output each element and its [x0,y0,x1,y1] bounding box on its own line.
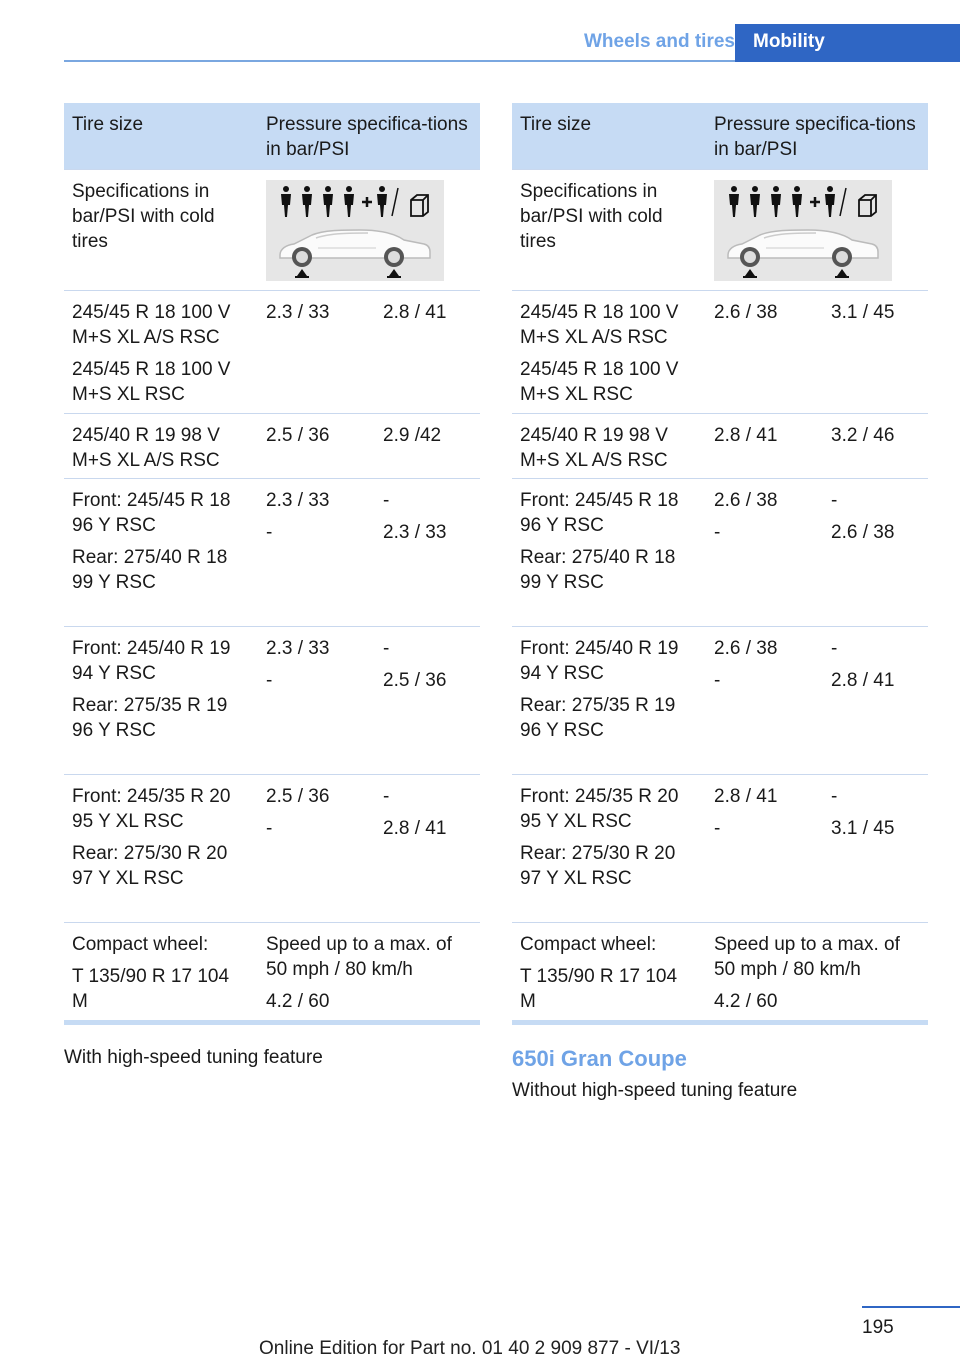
pressure-normal-cell [258,775,375,922]
table-row [64,774,480,922]
car-load-illustration [714,180,892,281]
compact-wheel-cell [512,923,706,1020]
pressure-normal-cell [706,627,823,774]
tire-size-cell-line: Rear: 275/40 R 18 99 Y RSC [520,547,676,593]
compact-wheel-cell-line: T 135/90 R 17 104 M [520,966,678,1012]
tire-size-cell [512,775,706,922]
page-number: 195 [862,1317,894,1338]
compact-wheel-cell-line: Compact wheel: [72,934,209,955]
column-header-tire-size: Tire size [72,114,144,135]
pressure-normal-cell-line: 2.3 / 33 [266,302,330,323]
pressure-normal-cell [258,479,375,626]
pressure-full-load-cell-line: - [383,786,390,807]
pressure-normal-cell-line: - [266,522,273,543]
plus-icon [810,197,820,207]
tire-location-icon [743,269,849,278]
tire-size-cell-line: Rear: 275/35 R 19 96 Y RSC [72,695,228,741]
pressure-full-load-cell [375,479,480,626]
tire-size-cell [64,775,258,922]
page-header [64,24,960,62]
pressure-full-load-cell-line: 2.9 /42 [383,425,442,446]
car-side-icon [280,230,430,267]
compact-wheel-cell-line: T 135/90 R 17 104 M [72,966,230,1012]
pressure-full-load-cell-line: 3.1 / 45 [831,302,895,323]
pressure-full-load-cell-line: 2.8 / 41 [831,670,895,691]
pressure-normal-cell-line: 2.6 / 38 [714,302,778,323]
load-diagram [258,170,480,290]
table-row [512,413,928,478]
pressure-full-load-cell [375,291,480,413]
table-row [64,478,480,626]
pressure-normal-cell [258,414,375,478]
footer-rule [862,1306,960,1308]
pressure-full-load-cell [823,479,928,626]
spec-row [512,169,928,290]
tire-size-cell [512,291,706,413]
table-body [64,290,480,1020]
pressure-normal-cell-line: - [714,522,721,543]
pressure-normal-cell-line: 2.8 / 41 [714,425,778,446]
tire-size-cell [64,479,258,626]
table-row [64,413,480,478]
edition-note: Online Edition for Part no. 01 40 2 909 877 - VI/13 [259,1338,681,1359]
pressure-normal-cell-line: - [266,818,273,839]
compact-wheel-pressure-cell-line: 4.2 / 60 [714,991,778,1012]
pressure-full-load-cell-line: 2.8 / 41 [383,818,447,839]
pressure-full-load-cell [375,414,480,478]
table-row [512,478,928,626]
column-header-pressure: Pressure specifica-tions in bar/PSI [266,114,468,160]
column-header-tire-size: Tire size [520,114,592,135]
pressure-normal-cell [258,291,375,413]
tire-size-cell-line: 245/40 R 19 98 V M+S XL A/S RSC [72,425,220,471]
compact-wheel-pressure-cell [706,923,928,1020]
tire-size-cell-line: 245/45 R 18 100 V M+S XL A/S RSC [520,302,679,348]
compact-wheel-pressure-cell-line: Speed up to a max. of 50 mph / 80 km/h [266,934,452,980]
tire-size-cell [512,479,706,626]
pressure-normal-cell [706,414,823,478]
pressure-normal-cell-line: - [714,670,721,691]
table-body [512,290,928,1020]
pressure-normal-cell-line: 2.6 / 38 [714,490,778,511]
tire-size-cell [512,627,706,774]
pressure-full-load-cell [823,627,928,774]
compact-wheel-pressure-cell-line: Speed up to a max. of 50 mph / 80 km/h [714,934,900,980]
pressure-normal-cell-line: 2.5 / 36 [266,425,330,446]
pressure-full-load-cell [375,627,480,774]
pressure-normal-cell-line: 2.5 / 36 [266,786,330,807]
tire-size-cell-line: Front: 245/35 R 20 95 Y XL RSC [520,786,679,832]
table-row [64,290,480,413]
pressure-full-load-cell-line: - [831,490,838,511]
pressure-full-load-cell-line: - [383,490,390,511]
tire-size-cell-line: Rear: 275/30 R 20 97 Y XL RSC [72,843,228,889]
tire-size-cell-line: 245/45 R 18 100 V M+S XL A/S RSC [72,302,231,348]
tire-size-cell-line: Front: 245/35 R 20 95 Y XL RSC [72,786,231,832]
tire-pressure-table-left [64,103,480,1025]
tire-size-cell [64,627,258,774]
tire-size-cell-line: Front: 245/45 R 18 96 Y RSC [72,490,231,536]
tire-size-cell-line: Rear: 275/35 R 19 96 Y RSC [520,695,676,741]
pressure-full-load-cell [823,414,928,478]
pressure-full-load-cell-line: - [383,638,390,659]
pressure-normal-cell [706,479,823,626]
tire-location-icon [295,269,401,278]
section-title: Wheels and tires [584,31,735,52]
pressure-normal-cell-line: 2.6 / 38 [714,638,778,659]
pressure-full-load-cell-line: 3.2 / 46 [831,425,895,446]
compact-wheel-pressure-cell-line: 4.2 / 60 [266,991,330,1012]
chapter-tab: Mobility [735,24,960,62]
pressure-normal-cell-line: 2.8 / 41 [714,786,778,807]
tire-size-cell-line: Front: 245/40 R 19 94 Y RSC [72,638,231,684]
table-row [64,626,480,774]
car-load-illustration [266,180,444,281]
tire-size-cell-line: Rear: 275/30 R 20 97 Y XL RSC [520,843,676,889]
pressure-normal-cell [706,291,823,413]
model-heading: 650i Gran Coupe [512,1046,687,1071]
pressure-normal-cell [706,775,823,922]
compact-wheel-pressure-cell [258,923,480,1020]
luggage-icon [859,195,876,216]
tire-pressure-table-right [512,103,928,1025]
table-row [512,290,928,413]
spec-note: Specifications in bar/PSI with cold tires [520,181,663,252]
pressure-full-load-cell-line: 2.6 / 38 [831,522,895,543]
pressure-full-load-cell-line: 2.3 / 33 [383,522,447,543]
column-header-pressure: Pressure specifica-tions in bar/PSI [714,114,916,160]
pressure-full-load-cell-line: 2.8 / 41 [383,302,447,323]
pressure-full-load-cell-line: 2.5 / 36 [383,670,447,691]
left-note: With high-speed tuning feature [64,1047,323,1068]
luggage-icon [411,195,428,216]
plus-icon [362,197,372,207]
table-header-row [64,103,480,169]
pressure-full-load-cell-line: - [831,638,838,659]
tire-size-cell-line: Front: 245/45 R 18 96 Y RSC [520,490,679,536]
tire-size-cell-line: 245/45 R 18 100 V M+S XL RSC [520,359,679,405]
pressure-full-load-cell [823,291,928,413]
table-row [512,774,928,922]
spec-row [64,169,480,290]
compact-wheel-cell-line: Compact wheel: [520,934,657,955]
spec-note: Specifications in bar/PSI with cold tires [72,181,215,252]
load-diagram [706,170,928,290]
pressure-normal-cell-line: 2.3 / 33 [266,638,330,659]
table-row-compact-wheel [64,922,480,1020]
pressure-normal-cell [258,627,375,774]
tire-size-cell-line: Front: 245/40 R 19 94 Y RSC [520,638,679,684]
compact-wheel-cell [64,923,258,1020]
tire-size-cell [512,414,706,478]
tire-size-cell [64,291,258,413]
pressure-normal-cell-line: - [266,670,273,691]
table-header-row [512,103,928,169]
table-row [512,626,928,774]
tire-size-cell [64,414,258,478]
pressure-full-load-cell [375,775,480,922]
pressure-full-load-cell-line: 3.1 / 45 [831,818,895,839]
table-row-compact-wheel [512,922,928,1020]
pressure-normal-cell-line: 2.3 / 33 [266,490,330,511]
tire-size-cell-line: 245/45 R 18 100 V M+S XL RSC [72,359,231,405]
pressure-full-load-cell-line: - [831,786,838,807]
car-side-icon [728,230,878,267]
right-note: Without high-speed tuning feature [512,1080,798,1101]
pressure-normal-cell-line: - [714,818,721,839]
tire-size-cell-line: 245/40 R 19 98 V M+S XL A/S RSC [520,425,668,471]
tire-size-cell-line: Rear: 275/40 R 18 99 Y RSC [72,547,228,593]
pressure-full-load-cell [823,775,928,922]
